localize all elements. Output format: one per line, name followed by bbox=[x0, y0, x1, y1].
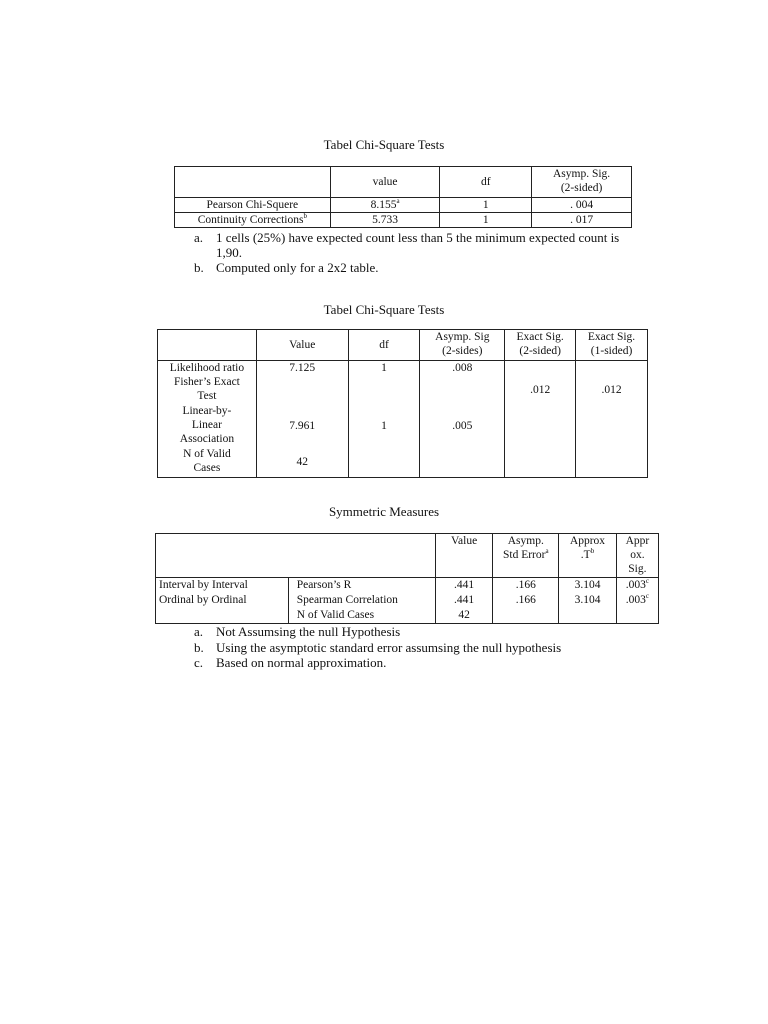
footnote-text: 1 cells (25%) have expected count less than 5 the minimum expected count is bbox=[216, 230, 620, 245]
cell-exact1 bbox=[576, 361, 648, 376]
cell-asymp: .008 bbox=[420, 361, 505, 376]
footnote-label: b. bbox=[194, 640, 204, 655]
header-asymp-sig: Asymp. Sig (2-sides) bbox=[420, 330, 505, 361]
cell-std: .166 bbox=[493, 578, 559, 593]
cell-asymp bbox=[420, 375, 505, 404]
cell-std bbox=[493, 608, 559, 624]
cell-sig: .003$^c$ bbox=[616, 578, 658, 593]
cell-asymp bbox=[420, 447, 505, 477]
row-label: N of Valid Cases bbox=[158, 447, 257, 477]
row-measure: Spearman Correlation bbox=[288, 593, 435, 608]
cell-value: 8.155$^a$ bbox=[330, 198, 440, 213]
symmetric-measures-table bbox=[155, 533, 659, 624]
footnote-b bbox=[194, 640, 674, 655]
header-df: df bbox=[348, 330, 420, 361]
row-group: Ordinal by Ordinal bbox=[156, 593, 289, 608]
header-exact-sig-1: Exact Sig. (1-sided) bbox=[576, 330, 648, 361]
header-df: df bbox=[440, 167, 532, 198]
header-std-error: Asymp. Std Error$^a$ bbox=[493, 534, 559, 578]
cell-df bbox=[348, 447, 420, 477]
row-label: Fisher’s Exact Test bbox=[158, 375, 257, 404]
cell-df: 1 bbox=[440, 198, 532, 213]
row-label: Continuity Corrections$^b$ bbox=[175, 213, 331, 228]
footnote-text: Using the asymptotic standard error assumsing the null hypothesis bbox=[216, 640, 562, 655]
corner-cell bbox=[156, 534, 436, 578]
row-label: Likelihood ratio bbox=[158, 361, 257, 376]
cell-exact2: .012 bbox=[505, 375, 576, 404]
table2-title: Tabel Chi-Square Tests bbox=[323, 302, 445, 317]
cell-std: .166 bbox=[493, 593, 559, 608]
header-asymp-sig: Asymp. Sig. (2-sided) bbox=[532, 167, 632, 198]
cell-exact2 bbox=[505, 404, 576, 447]
header-exact-sig-2: Exact Sig. (2-sided) bbox=[505, 330, 576, 361]
cell-value: 7.961 bbox=[256, 404, 348, 447]
cell-df: 1 bbox=[348, 361, 420, 376]
cell-exact1 bbox=[576, 447, 648, 477]
footnote-text: Based on normal approximation. bbox=[216, 655, 387, 670]
chi-square-table-2 bbox=[157, 329, 648, 478]
row-measure: N of Valid Cases bbox=[288, 608, 435, 624]
row-label: Pearson Chi-Squere bbox=[175, 198, 331, 213]
table1-title: Tabel Chi-Square Tests bbox=[323, 137, 445, 152]
header-approx-t: Approx $.T^b$ bbox=[559, 534, 617, 578]
corner-cell bbox=[175, 167, 331, 198]
row-label: Linear-by- Linear Association bbox=[158, 404, 257, 447]
chi-square-table-1 bbox=[174, 166, 632, 228]
cell-t: 3.104 bbox=[559, 593, 617, 608]
header-approx-sig: Appr ox. Sig. bbox=[616, 534, 658, 578]
cell-value: 42 bbox=[435, 608, 493, 624]
table3-title: Symmetric Measures bbox=[328, 504, 440, 519]
cell-df: 1 bbox=[440, 213, 532, 228]
cell-df: 1 bbox=[348, 404, 420, 447]
row-group: Interval by Interval bbox=[156, 578, 289, 593]
footnote-text: Not Assumsing the null Hypothesis bbox=[216, 624, 401, 639]
footnote-b bbox=[194, 260, 674, 275]
cell-value: 7.125 bbox=[256, 361, 348, 376]
cell-value: 42 bbox=[256, 447, 348, 477]
cell-value: .441 bbox=[435, 578, 493, 593]
cell-exact1: .012 bbox=[576, 375, 648, 404]
footnote-text-continued: 1,90. bbox=[216, 245, 242, 260]
footnote-c bbox=[194, 655, 674, 670]
footnote-label: a. bbox=[194, 230, 204, 245]
header-value: Value bbox=[256, 330, 348, 361]
cell-value bbox=[256, 375, 348, 404]
cell-exact1 bbox=[576, 404, 648, 447]
cell-value: .441 bbox=[435, 593, 493, 608]
row-group bbox=[156, 608, 289, 624]
footnote-label: b. bbox=[194, 260, 204, 275]
cell-asymp: .005 bbox=[420, 404, 505, 447]
cell-t bbox=[559, 608, 617, 624]
cell-sig: . 017 bbox=[532, 213, 632, 228]
footnote-a bbox=[194, 230, 674, 260]
cell-exact2 bbox=[505, 447, 576, 477]
footnote-text: Computed only for a 2x2 table. bbox=[216, 260, 379, 275]
cell-t: 3.104 bbox=[559, 578, 617, 593]
corner-cell bbox=[158, 330, 257, 361]
cell-value: 5.733 bbox=[330, 213, 440, 228]
cell-df bbox=[348, 375, 420, 404]
cell-sig: . 004 bbox=[532, 198, 632, 213]
header-value: Value bbox=[435, 534, 493, 578]
header-value: value bbox=[330, 167, 440, 198]
footnote-a bbox=[194, 624, 674, 639]
cell-exact2 bbox=[505, 361, 576, 376]
cell-sig bbox=[616, 608, 658, 624]
footnote-label: a. bbox=[194, 624, 204, 639]
footnote-label: c. bbox=[194, 655, 204, 670]
row-measure: Pearson’s R bbox=[288, 578, 435, 593]
cell-sig: .003$^c$ bbox=[616, 593, 658, 608]
